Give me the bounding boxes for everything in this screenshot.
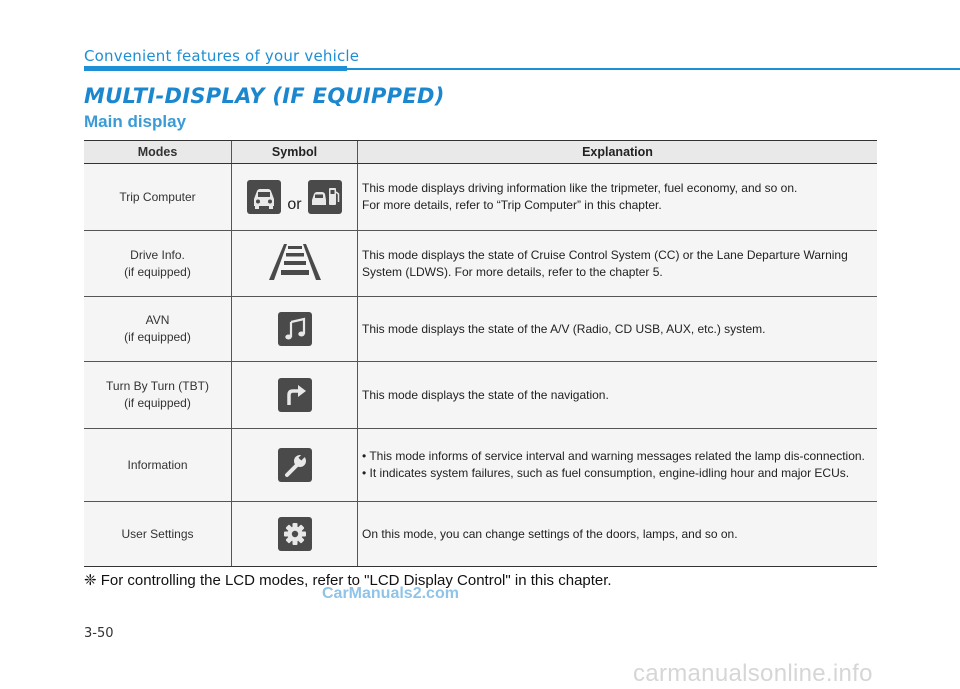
mode-label: Drive Info. — [130, 247, 185, 262]
mode-label: User Settings — [121, 526, 194, 541]
explanation-cell — [358, 231, 878, 297]
table-row — [84, 164, 877, 231]
explanation-cell — [358, 429, 878, 502]
mode-label: Turn By Turn (TBT) — [106, 379, 209, 393]
wrench-icon — [278, 448, 312, 482]
page-number: 3-50 — [84, 626, 114, 641]
site-watermark: carmanualsonline.info — [633, 660, 873, 687]
explanation-bullet: • This mode informs of service interval and warning messages related the lamp dis-connection. — [362, 449, 865, 463]
mode-label: Trip Computer — [119, 189, 196, 204]
header-line — [347, 68, 960, 70]
gear-icon — [278, 517, 312, 551]
turn-arrow-icon — [278, 378, 312, 412]
mode-sublabel: (if equipped) — [124, 330, 191, 344]
col-header-symbol: Symbol — [232, 141, 358, 164]
or-text: or — [287, 196, 302, 213]
car-icon — [247, 180, 281, 214]
explanation-line: This mode displays the state of the navigation. — [362, 387, 609, 402]
chapter-header: Convenient features of your vehicle — [84, 47, 360, 65]
symbol-cell — [232, 362, 358, 429]
mode-sublabel: (if equipped) — [124, 264, 191, 279]
explanation-line: This mode displays the state of the A/V (Radio, CD USB, AUX, etc.) system. — [362, 321, 766, 336]
table-header-row — [84, 141, 877, 164]
table-row — [84, 231, 877, 297]
mode-cell — [84, 502, 232, 567]
header-bar — [84, 66, 347, 71]
car-fuel-icon — [308, 180, 342, 214]
symbol-cell — [232, 297, 358, 362]
music-note-icon — [278, 312, 312, 346]
mode-cell — [84, 362, 232, 429]
mode-cell — [84, 429, 232, 502]
mode-sublabel: (if equipped) — [124, 396, 191, 410]
explanation-line: This mode displays driving information like the tripmeter, fuel economy, and so on. — [362, 181, 798, 195]
mode-cell — [84, 164, 232, 231]
symbol-cell — [232, 429, 358, 502]
explanation-line: This mode displays the state of Cruise Control System (CC) or the Lane Departure Warning System (LDWS). For more details, refer to the chapter 5. — [362, 247, 848, 279]
table-row — [84, 502, 877, 567]
section-title: MULTI-DISPLAY (IF EQUIPPED) — [84, 84, 445, 108]
sub-title: Main display — [84, 112, 187, 131]
mode-cell — [84, 231, 232, 297]
mode-label: Information — [127, 457, 188, 472]
symbol-cell — [232, 164, 358, 231]
watermark-carmanuals: CarManuals2.com — [322, 585, 459, 602]
lane-road-icon — [266, 243, 324, 284]
col-header-explanation: Explanation — [358, 141, 878, 164]
modes-table — [84, 140, 877, 567]
explanation-cell — [358, 164, 878, 231]
symbol-cell — [232, 502, 358, 567]
symbol-cell — [232, 231, 358, 297]
mode-cell — [84, 297, 232, 362]
mode-label: AVN — [145, 313, 170, 327]
explanation-line: On this mode, you can change settings of the doors, lamps, and so on. — [362, 526, 738, 541]
explanation-cell — [358, 502, 878, 567]
explanation-line: For more details, refer to “Trip Computer” in this chapter. — [362, 198, 662, 212]
footnote: ❈ For controlling the LCD modes, refer to "LCD Display Control" in this chapter. — [84, 572, 612, 589]
table-row — [84, 297, 877, 362]
col-header-modes: Modes — [84, 141, 232, 164]
explanation-cell — [358, 297, 878, 362]
table-row — [84, 362, 877, 429]
explanation-cell — [358, 362, 878, 429]
table-row — [84, 429, 877, 502]
explanation-bullet: • It indicates system failures, such as fuel consumption, engine-idling hour and major ECUs. — [362, 466, 850, 480]
